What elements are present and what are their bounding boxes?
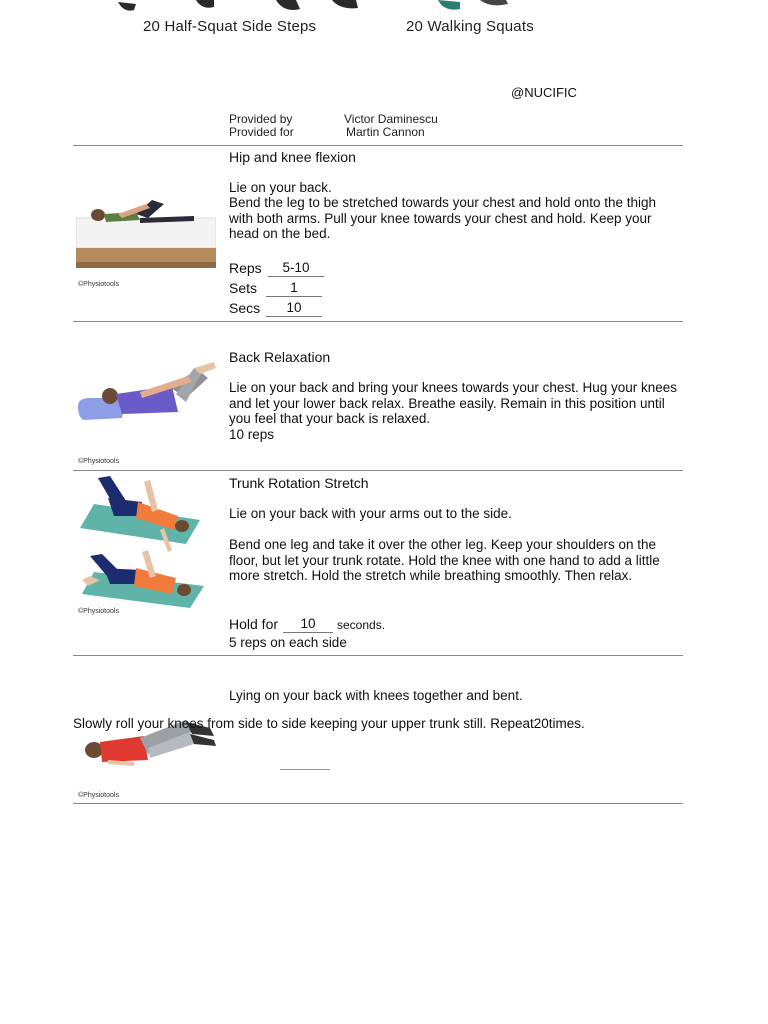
caption-half-squat: 20 Half-Squat Side Steps	[143, 18, 317, 35]
exercise-3-desc-1: Lie on your back with your arms out to the side.	[229, 506, 512, 521]
exercise-2-extra: 10 reps	[229, 427, 275, 442]
shoe-illustrations	[110, 0, 530, 16]
provided-by-label: Provided by	[229, 112, 293, 126]
reps-value: 5-10	[268, 259, 324, 277]
divider	[73, 470, 683, 471]
provided-by-value: Victor Daminescu	[344, 112, 438, 126]
secs-value: 10	[266, 299, 322, 317]
illustration-trunk-rotation	[80, 476, 210, 608]
illustration-hip-knee-flexion	[76, 192, 216, 268]
exercise-3-desc-2: Bend one leg and take it over the other leg. Keep your shoulders on the floor, but let your trunk rotate. Hold the knee with one hand to add a little more stretch. Hold the stretch while breathing smoothly. Then relax.	[229, 537, 660, 583]
secs-label: Secs	[229, 300, 261, 316]
exercise-1-desc-1: Lie on your back.	[229, 180, 332, 195]
caption-walking-squats: 20 Walking Squats	[406, 18, 534, 35]
reps-label: Reps	[229, 260, 262, 276]
exercise-1-desc-2: Bend the leg to be stretched towards your chest and hold onto the thigh with both arms. Pull your knee towards your chest and hold. Keep your head on the bed.	[229, 195, 657, 241]
divider	[73, 145, 683, 146]
divider	[73, 655, 683, 656]
sets-value: 1	[266, 279, 322, 297]
copyright-1: ©Physiotools	[78, 281, 119, 288]
exercise-4-desc-2: Slowly roll your knees from side to side keeping your upper trunk still. Repeat20times.	[73, 716, 585, 731]
exercise-2-desc: Lie on your back and bring your knees towards your chest. Hug your knees and let your lower back relax. Breathe easily. Remain in this position until you feel that your back is relaxed.	[229, 380, 677, 426]
divider	[73, 803, 683, 804]
hold-value: 10	[283, 615, 333, 633]
sets-label: Sets	[229, 280, 258, 296]
hold-prefix: Hold for	[229, 616, 279, 632]
exercise-3-extra: 5 reps on each side	[229, 635, 347, 650]
divider	[73, 321, 683, 322]
exercise-4-desc-1: Lying on your back with knees together and bent.	[229, 688, 523, 703]
exercise-1-title: Hip and knee flexion	[229, 149, 356, 165]
copyright-3: ©Physiotools	[78, 608, 119, 615]
exercise-3-title: Trunk Rotation Stretch	[229, 475, 369, 491]
provided-for-value: Martin Cannon	[346, 125, 425, 139]
provided-for-label: Provided for	[229, 125, 294, 139]
hold-suffix: seconds.	[337, 618, 386, 632]
blank-field	[280, 769, 330, 770]
copyright-2: ©Physiotools	[78, 458, 119, 465]
copyright-4: ©Physiotools	[78, 792, 119, 799]
exercise-2-title: Back Relaxation	[229, 349, 331, 365]
illustration-back-relaxation	[76, 362, 218, 428]
author-handle: @NUCIFIC	[511, 85, 577, 100]
